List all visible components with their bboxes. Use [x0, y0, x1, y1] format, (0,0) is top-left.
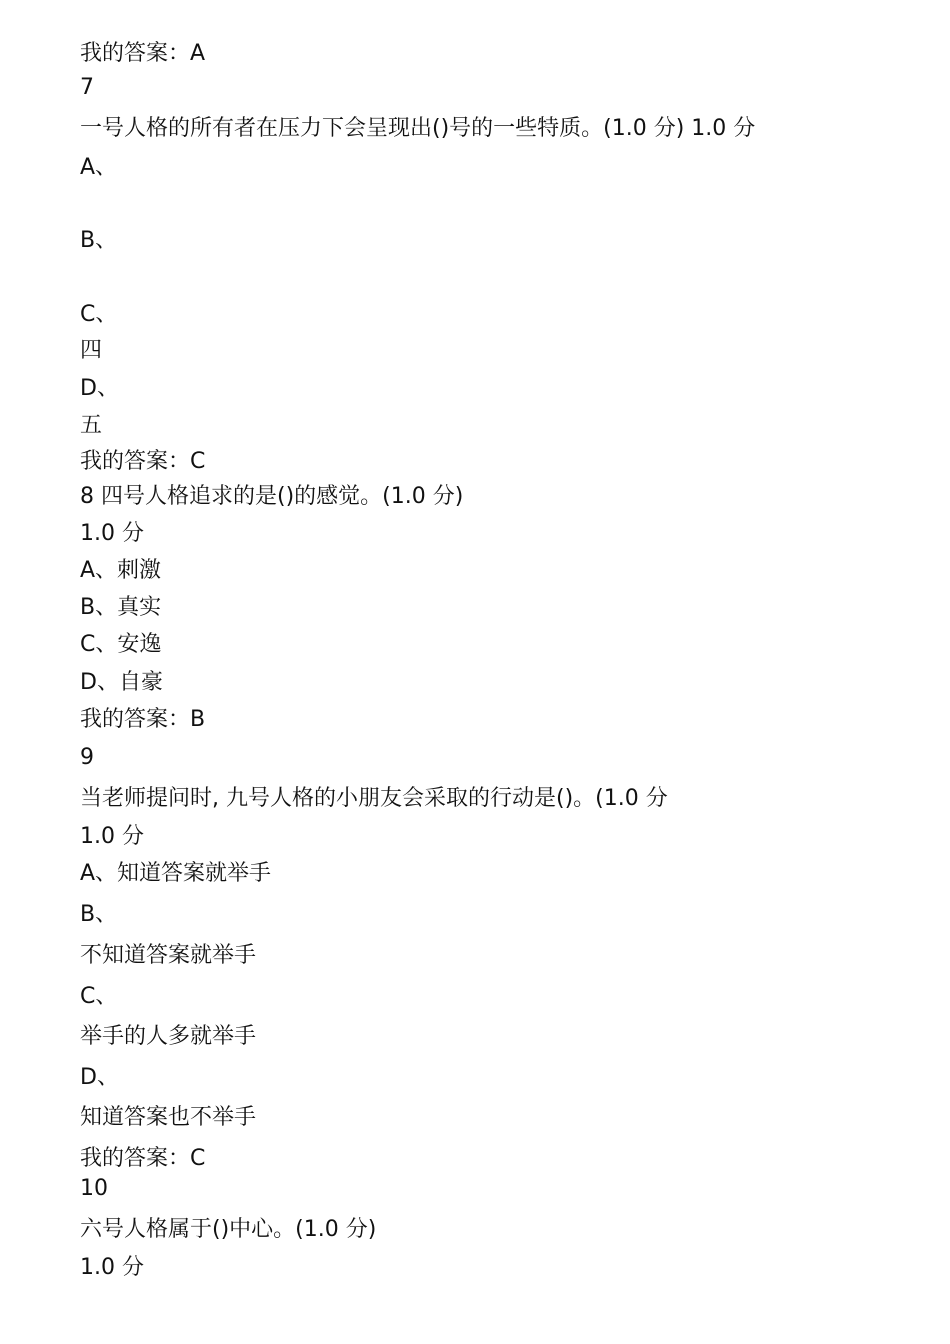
q9-option-d: D、 [80, 1065, 119, 1090]
q8-option-b: B、真实 [80, 595, 162, 620]
q7-option-d: D、 [80, 376, 119, 401]
q9-option-c: C、 [80, 984, 118, 1009]
q9-number: 9 [80, 745, 94, 770]
q9-score: 1.0 分 [80, 824, 144, 849]
q8-my-answer: 我的答案：B [80, 707, 206, 732]
q8-option-a: A、刺激 [80, 558, 162, 583]
q7-option-c-text: 四 [80, 338, 103, 363]
q8-option-d: D、自豪 [80, 670, 163, 695]
q10-score: 1.0 分 [80, 1255, 144, 1280]
q8-question: 8 四号人格追求的是()的感觉。(1.0 分) [80, 484, 464, 509]
q7-option-c: C、 [80, 302, 118, 327]
q7-question: 一号人格的所有者在压力下会呈现出()号的一些特质。(1.0 分) 1.0 分 [80, 116, 756, 141]
q7-my-answer: 我的答案：C [80, 449, 206, 474]
q7-option-a: A、 [80, 155, 118, 180]
q7-option-d-text: 五 [80, 413, 103, 438]
q7-option-b: B、 [80, 228, 118, 253]
q9-option-c-text: 举手的人多就举手 [80, 1024, 257, 1049]
q10-question: 六号人格属于()中心。(1.0 分) [80, 1217, 377, 1242]
q9-option-b: B、 [80, 902, 118, 927]
q9-option-d-text: 知道答案也不举手 [80, 1105, 257, 1130]
q9-option-a: A、知道答案就举手 [80, 861, 272, 886]
q9-question: 当老师提问时, 九号人格的小朋友会采取的行动是()。(1.0 分 [80, 786, 668, 811]
q6-my-answer: 我的答案：A [80, 41, 206, 66]
q8-score: 1.0 分 [80, 521, 144, 546]
q8-option-c: C、安逸 [80, 632, 162, 657]
q9-my-answer: 我的答案：C [80, 1146, 206, 1171]
q10-number: 10 [80, 1176, 108, 1201]
q7-number: 7 [80, 75, 94, 100]
q9-option-b-text: 不知道答案就举手 [80, 943, 257, 968]
